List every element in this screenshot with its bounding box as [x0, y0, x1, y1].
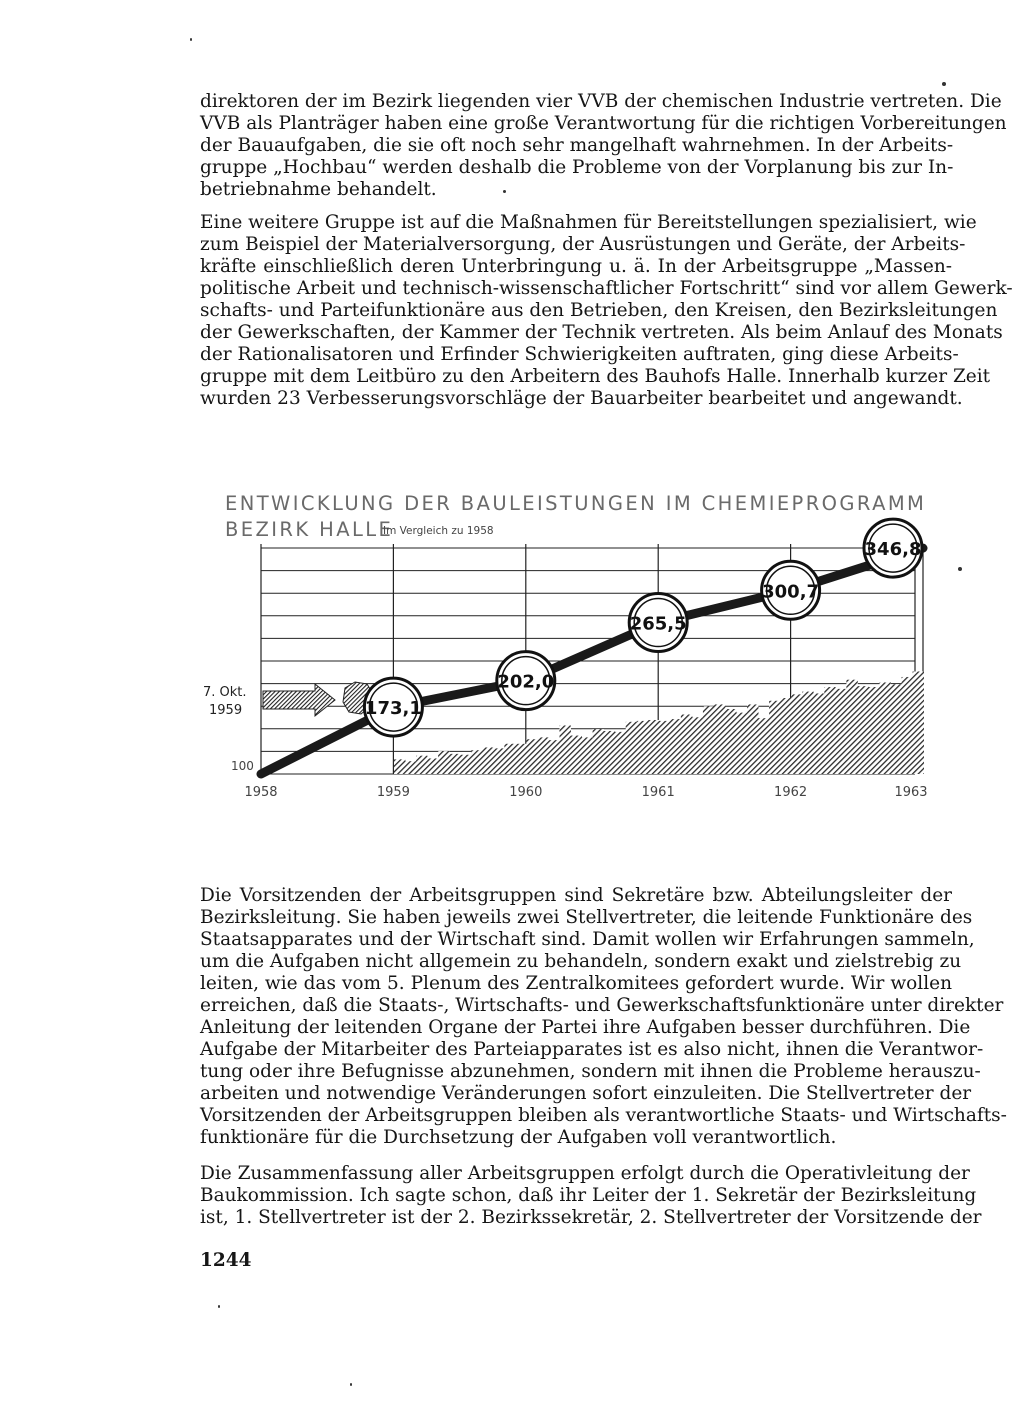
text-line: der Rationalisatoren und Erfinder Schwierigkeiten auftraten, ging diese Arbeits- [200, 344, 959, 365]
text-line: kräfte einschließlich deren Unterbringung u. ä. In der Arbeitsgruppe „Massen- [200, 256, 952, 277]
month-bar [879, 682, 890, 774]
speck-mark [958, 567, 962, 571]
text-line: Staatsapparates und der Wirtschaft sind. Damit wollen wir Erfahrungen sammeln, [200, 929, 975, 950]
month-bar [747, 704, 758, 774]
annotation-year: 1959 [209, 703, 243, 718]
month-bar [526, 739, 537, 774]
chart-subtitle-note: Im Vergleich zu 1958 [383, 525, 494, 537]
text-line: betriebnahme behandelt. [200, 179, 437, 200]
text-line: Aufgabe der Mitarbeiter des Parteiapparates ist es also nicht, ihnen die Verantwor- [200, 1039, 984, 1060]
x-tick-label: 1961 [641, 785, 675, 800]
month-bar [515, 744, 526, 774]
month-bar [703, 706, 714, 774]
text-line: der Bauaufgaben, die sie oft noch sehr mangelhaft wahrnehmen. In der Arbeits- [200, 135, 954, 156]
month-bar [681, 715, 692, 775]
month-bar [813, 693, 824, 774]
data-label-value: 173,1 [364, 698, 422, 720]
text-line: Eine weitere Gruppe ist auf die Maßnahmen für Bereitstellungen spezialisiert, wie [200, 212, 977, 233]
bauleistungen-chart [195, 478, 955, 808]
month-bar [780, 698, 791, 774]
text-line: erreichen, daß die Staats-, Wirtschafts- und Gewerkschaftsfunktionäre unter direkter [200, 995, 1004, 1016]
month-bar [493, 748, 504, 774]
x-tick-label: 1962 [774, 785, 808, 800]
page-number: 1244 [200, 1250, 252, 1271]
month-bar [868, 687, 879, 774]
start-arrow-icon [263, 684, 335, 716]
month-bar [769, 701, 780, 774]
x-tick-label: 1959 [376, 785, 410, 800]
month-bar [482, 747, 493, 774]
annotation-date: 7. Okt. [203, 685, 247, 700]
month-bar [791, 694, 802, 774]
speck-mark [942, 82, 946, 86]
text-line: ist, 1. Stellvertreter ist der 2. Bezirkssekretär, 2. Stellvertreter der Vorsitzende der [200, 1207, 982, 1228]
month-bar [902, 677, 913, 774]
speck-mark [218, 1305, 220, 1308]
month-bar [835, 689, 846, 774]
paragraph-4 [200, 1163, 982, 1229]
text-line: funktionäre für die Durchsetzung der Aufgaben voll verantwortlich. [200, 1127, 837, 1148]
text-line: Baukommission. Ich sagte schon, daß ihr Leiter der 1. Sekretär der Bezirksleitung [200, 1185, 977, 1206]
month-bar [416, 756, 427, 774]
month-bar [659, 721, 670, 774]
month-bar [460, 755, 471, 774]
month-bar [427, 758, 438, 774]
month-bar [471, 750, 482, 774]
month-bar [593, 729, 604, 774]
month-bar [571, 736, 582, 774]
month-bar [692, 717, 703, 774]
x-axis-ticks [244, 785, 927, 800]
month-bar [714, 704, 725, 774]
text-line: gruppe „Hochbau“ werden deshalb die Probleme von der Vorplanung bis zur In- [200, 157, 954, 178]
text-line: politische Arbeit und technisch-wissenschaftlicher Fortschritt“ sind vor allem Gewerk- [200, 278, 1013, 299]
speck-mark [190, 38, 192, 41]
chart-subtitle: BEZIRK HALLE [225, 518, 394, 541]
data-label-1963 [864, 519, 922, 577]
chart-title: ENTWICKLUNG DER BAULEISTUNGEN IM CHEMIEPROGRAMM [225, 492, 927, 515]
month-bar [846, 680, 857, 774]
speck-mark [350, 1383, 352, 1386]
text-line: der Gewerkschaften, der Kammer der Technik vertreten. Als beim Anlauf des Monats [200, 322, 1003, 343]
y-baseline-label: 100 [231, 759, 254, 773]
data-label-value: 300,7 [762, 581, 820, 603]
month-bar [449, 754, 460, 774]
x-tick-label: 1958 [244, 785, 278, 800]
month-bar [736, 713, 747, 774]
month-bar [670, 719, 681, 774]
month-bar [758, 718, 769, 774]
month-bar [648, 720, 659, 774]
text-line: zum Beispiel der Materialversorgung, der Ausrüstungen und Geräte, der Arbeits- [200, 234, 966, 255]
paragraph-3 [200, 885, 1007, 1149]
month-bar [560, 725, 571, 774]
month-bar [725, 709, 736, 774]
month-bar [824, 687, 835, 774]
data-label-value: 346,8 [864, 539, 922, 561]
text-line: Bezirksleitung. Sie haben jeweils zwei Stellvertreter, die leitende Funktionäre des [200, 907, 973, 928]
paragraph-1 [200, 91, 1007, 201]
month-bar [615, 732, 626, 774]
data-label-1962 [762, 561, 820, 619]
text-line: Anleitung der leitenden Organe der Partei ihre Aufgaben besser durchführen. Die [200, 1017, 971, 1038]
month-bar [802, 692, 813, 774]
month-bar [405, 761, 416, 774]
text-line: Die Zusammenfassung aller Arbeitsgruppen erfolgt durch die Operativleitung der [200, 1163, 970, 1184]
speck-mark [503, 190, 506, 193]
text-line: tung oder ihre Befugnisse abzunehmen, sondern mit ihnen die Probleme herauszu- [200, 1061, 981, 1082]
text-line: gruppe mit dem Leitbüro zu den Arbeitern des Bauhofs Halle. Innerhalb kurzer Zeit [200, 366, 991, 387]
text-line: Vorsitzenden der Arbeitsgruppen bleiben als verantwortliche Staats- und Wirtschafts- [200, 1105, 1007, 1126]
paragraph-2 [200, 212, 1013, 410]
month-bar [637, 721, 648, 774]
text-line: Die Vorsitzenden der Arbeitsgruppen sind Sekretäre bzw. Abteilungsleiter der [200, 885, 952, 906]
data-label-1961 [629, 594, 687, 652]
month-bar [604, 731, 615, 774]
data-label-1959 [364, 678, 422, 736]
month-bar [537, 737, 548, 774]
x-tick-label: 1960 [509, 785, 543, 800]
text-line: VVB als Planträger haben eine große Verantwortung für die richtigen Vorbereitungen [200, 113, 1007, 134]
month-bar [394, 759, 405, 774]
month-bar [582, 737, 593, 774]
month-bar [857, 686, 868, 774]
month-bar [504, 744, 515, 774]
month-bar [548, 740, 559, 774]
text-line: um die Aufgaben nicht allgemein zu behandeln, sondern exakt und zielstrebig zu [200, 951, 962, 972]
month-bar [891, 684, 902, 774]
text-line: schafts- und Parteifunktionäre aus den Betrieben, den Kreisen, den Bezirksleitungen [200, 300, 998, 321]
month-bar [626, 722, 637, 774]
month-bar [438, 751, 449, 774]
text-line: wurden 23 Verbesserungsvorschläge der Bauarbeiter bearbeitet und angewandt. [200, 388, 963, 409]
data-label-value: 265,5 [629, 613, 687, 635]
text-line: leiten, wie das vom 5. Plenum des Zentralkomitees gefordert wurde. Wir wollen [200, 973, 952, 994]
text-line: arbeiten und notwendige Veränderungen sofort einzuleiten. Die Stellvertreter der [200, 1083, 972, 1104]
x-tick-label: 1963 [894, 785, 928, 800]
text-line: direktoren der im Bezirk liegenden vier VVB der chemischen Industrie vertreten. Die [200, 91, 1002, 112]
data-label-1960 [497, 652, 555, 710]
data-label-value: 202,0 [497, 671, 555, 693]
month-bar [913, 671, 924, 774]
